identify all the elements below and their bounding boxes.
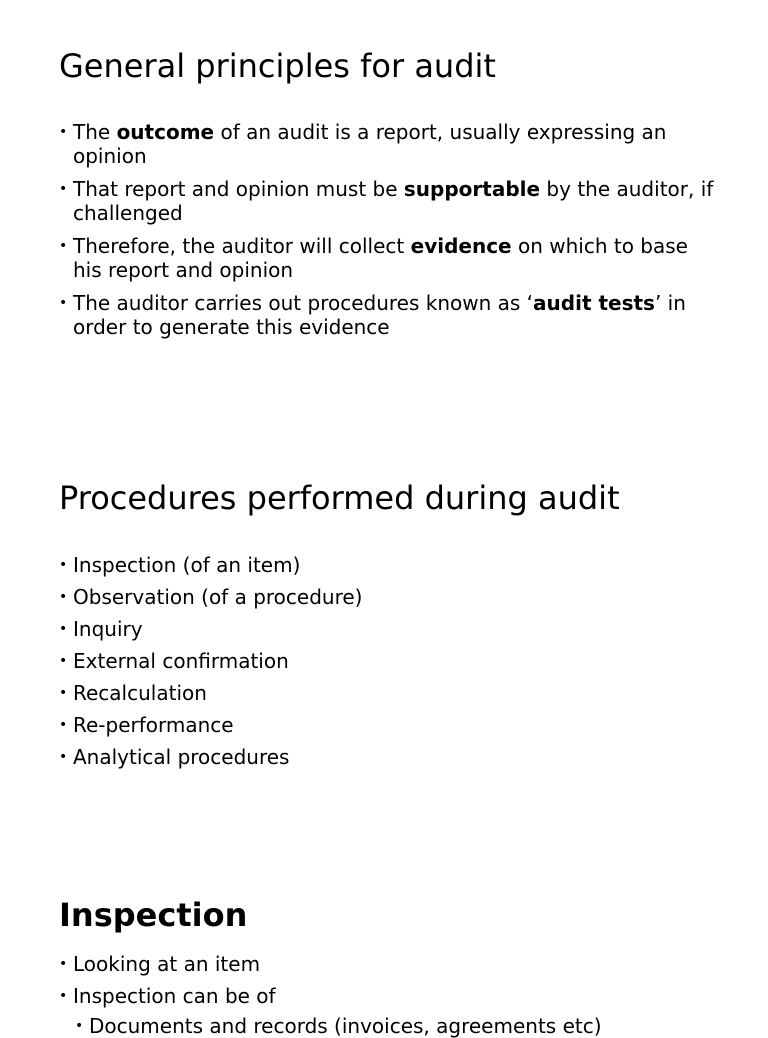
list-item: • The outcome of an audit is a report, usually expressing an opinion xyxy=(59,120,667,168)
bold-term: outcome xyxy=(116,120,215,144)
bullet-icon: • xyxy=(59,956,68,972)
list-item: • Inspection can be of xyxy=(59,984,276,1008)
list-item: • Looking at an item xyxy=(59,952,261,976)
bullet-icon: • xyxy=(59,653,68,669)
list-item: • Documents and records (invoices, agreements etc) xyxy=(75,1014,602,1038)
slide-title: Procedures performed during audit xyxy=(59,479,620,517)
bullet-icon: • xyxy=(59,589,68,605)
slide-title: General principles for audit xyxy=(59,47,496,85)
bold-term: audit tests xyxy=(533,291,655,315)
bullet-list xyxy=(59,553,719,769)
bullet-icon: • xyxy=(59,621,68,637)
bullet-icon: • xyxy=(59,988,68,1004)
bullet-icon: • xyxy=(59,124,68,140)
list-item: • The auditor carries out procedures known as ‘audit tests’ in order to generate this evidence xyxy=(59,291,686,339)
bullet-list xyxy=(59,952,719,1014)
bullet-list xyxy=(59,120,719,339)
list-item: • External confirmation xyxy=(59,649,289,673)
sub-bullet-list xyxy=(59,1014,719,1038)
bold-term: supportable xyxy=(403,177,541,201)
bullet-icon: • xyxy=(59,557,68,573)
slide-title: Inspection xyxy=(59,896,248,934)
list-item: • Therefore, the auditor will collect evidence on which to base his report and opinion xyxy=(59,234,688,282)
bullet-icon: • xyxy=(59,238,68,254)
bullet-icon: • xyxy=(59,685,68,701)
list-item: • That report and opinion must be supportable by the auditor, if challenged xyxy=(59,177,714,225)
bold-term: evidence xyxy=(410,234,512,258)
list-item: • Re-performance xyxy=(59,713,234,737)
bullet-icon: • xyxy=(59,181,68,197)
list-item: • Inquiry xyxy=(59,617,143,641)
list-item: • Inspection (of an item) xyxy=(59,553,301,577)
bullet-icon: • xyxy=(59,749,68,765)
bullet-icon: • xyxy=(59,717,68,733)
list-item: • Recalculation xyxy=(59,681,207,705)
list-item: • Observation (of a procedure) xyxy=(59,585,363,609)
list-item: • Analytical procedures xyxy=(59,745,290,769)
bullet-icon: • xyxy=(75,1018,84,1034)
bullet-icon: • xyxy=(59,295,68,311)
